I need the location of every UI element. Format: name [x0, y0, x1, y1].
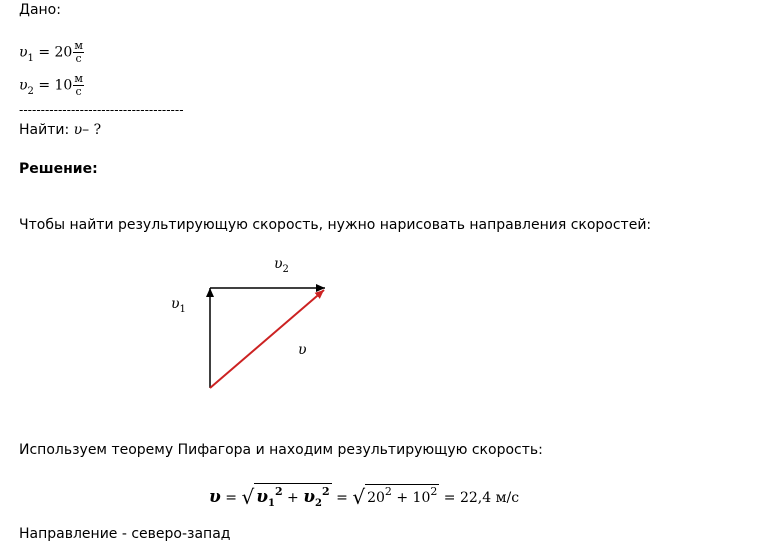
- radicand-2: $20^2 + 10^2$: [365, 484, 439, 512]
- given-label: Дано:: [19, 2, 61, 18]
- find-rest: – ?: [82, 122, 102, 138]
- diagram-label-v1: [171, 296, 186, 315]
- given-separator: --------------------------------------: [19, 103, 184, 117]
- v2-equation: = 10: [33, 77, 73, 94]
- label-v2-subscript: 2: [282, 264, 289, 275]
- label-v2-symbol: υ: [274, 256, 283, 272]
- find-label: Найти:: [19, 122, 74, 138]
- label-v1-symbol: υ: [171, 296, 180, 312]
- formula-eq2: =: [331, 490, 353, 506]
- formula-eq1: =: [220, 490, 242, 506]
- resultant-vector: [210, 290, 324, 388]
- solution-heading: Решение:: [19, 161, 98, 177]
- label-v1-subscript: 1: [179, 304, 186, 315]
- radicand-1: $\upsilon_1^2 + \upsilon_2^2$: [254, 483, 331, 513]
- radical-1-icon: √: [241, 485, 255, 509]
- formula-lhs: υ: [209, 487, 221, 507]
- find-symbol: υ: [73, 122, 83, 138]
- v1-subscript: 1: [27, 52, 34, 64]
- pythagoras-formula: [209, 482, 519, 513]
- v2-unit: $\frac{м}{с}$: [74, 72, 83, 98]
- v1-symbol: υ: [19, 44, 28, 61]
- solution-intro: Чтобы найти результирующую скорость, нужно нарисовать направления скоростей:: [19, 217, 652, 233]
- diagram-label-v: υ: [298, 342, 307, 358]
- v2-subscript: 2: [27, 85, 34, 97]
- radical-2-icon: √: [352, 485, 366, 509]
- v1-equation: = 20: [33, 44, 73, 61]
- direction-text: Направление - северо-запад: [19, 526, 231, 542]
- v2-symbol: υ: [19, 77, 28, 94]
- diagram-label-v2: [274, 256, 289, 275]
- v1-unit: $\frac{м}{с}$: [74, 39, 83, 65]
- formula-result: = 22,4 м/с: [439, 490, 520, 506]
- pythagoras-text: Используем теорему Пифагора и находим результирующую скорость:: [19, 442, 543, 458]
